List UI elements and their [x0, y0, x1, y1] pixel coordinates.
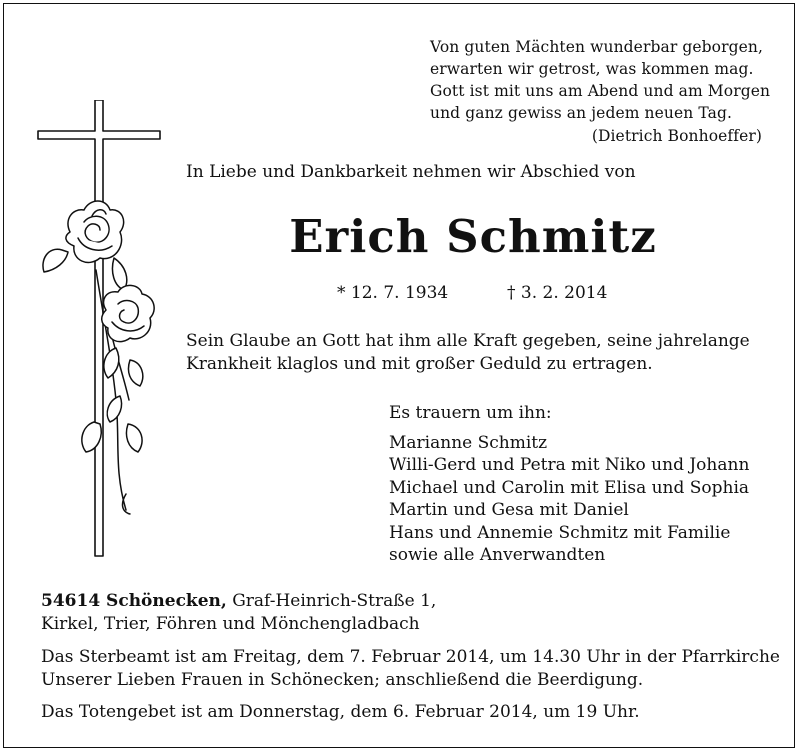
cross-with-roses-icon [34, 100, 164, 562]
poem-line: erwarten wir getrost, was kommen mag. [430, 60, 754, 78]
mourner-name: sowie alle Anverwandten [389, 545, 606, 565]
mourner-name: Marianne Schmitz [389, 432, 548, 453]
poem-line: Gott ist mit uns am Abend und am Morgen [430, 82, 771, 100]
faith-text [186, 330, 766, 376]
faith-text-line: Sein Glaube an Gott hat ihm alle Kraft gegeben, seine jahrelange [186, 331, 750, 351]
mourner-name: Martin und Gesa mit Daniel [389, 500, 629, 520]
intro-text: In Liebe und Dankbarkeit nehmen wir Abschied von [186, 162, 636, 182]
mourners-heading: Es trauern um ihn: [389, 403, 552, 423]
poem-line: Von guten Mächten wunderbar geborgen, [430, 38, 764, 56]
birth-date: * 12. 7. 1934 [337, 283, 449, 303]
poem [430, 36, 771, 147]
poem-line: und ganz gewiss an jedem neuen Tag. [430, 104, 733, 122]
death-date: † 3. 2. 2014 [507, 283, 608, 303]
address-street: Graf-Heinrich-Straße 1, [226, 591, 437, 611]
poem-attribution: (Dietrich Bonhoeffer) [591, 127, 762, 145]
family-address [41, 590, 436, 636]
mourner-name: Michael und Carolin mit Elisa und Sophia [389, 477, 750, 498]
mourner-name: Willi-Gerd und Petra mit Niko und Johann [389, 455, 750, 475]
mourner-name: Hans und Annemie Schmitz mit Familie [389, 522, 731, 543]
address-city: 54614 Schönecken, [41, 591, 227, 611]
mourners-list [389, 402, 749, 567]
service-line: Das Sterbeamt ist am Freitag, dem 7. Februar 2014, um 14.30 Uhr in der Pfarrkirche [41, 647, 780, 667]
service-line: Unserer Lieben Frauen in Schönecken; anschließend die Beerdigung. [41, 670, 644, 690]
funeral-service-info [41, 646, 780, 692]
address-places: Kirkel, Trier, Föhren und Mönchengladbach [41, 614, 420, 634]
deceased-name: Erich Schmitz [289, 210, 657, 263]
faith-text-line: Krankheit klaglos und mit großer Geduld zu ertragen. [186, 354, 653, 374]
prayer-info: Das Totengebet ist am Donnerstag, dem 6. Februar 2014, um 19 Uhr. [41, 702, 640, 722]
address-line [41, 590, 436, 613]
